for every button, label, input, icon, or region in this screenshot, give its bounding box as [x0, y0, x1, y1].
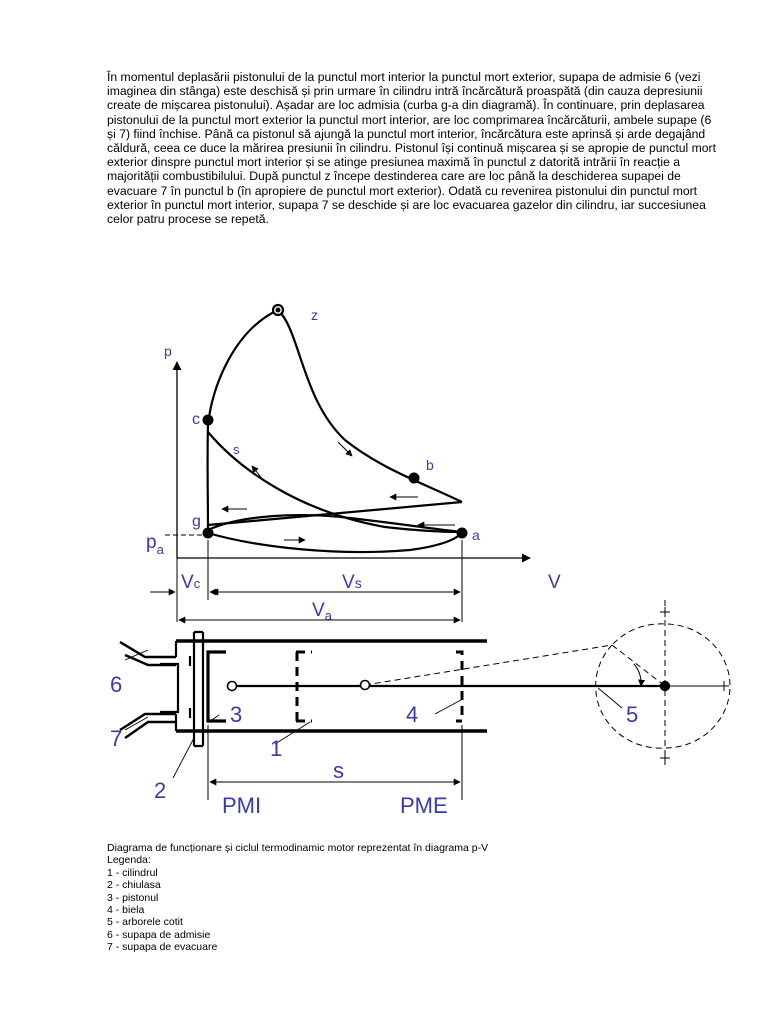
label-g: g — [192, 513, 201, 530]
cycle-direction-arrows — [222, 442, 455, 540]
label-va-main: V — [312, 600, 325, 621]
label-5: 5 — [626, 702, 639, 727]
label-va-sub: a — [324, 608, 332, 623]
figure-caption — [107, 842, 488, 954]
cylinder-head — [176, 632, 203, 746]
exhaust-port — [120, 714, 176, 738]
label-pme: PME — [400, 793, 448, 818]
label-stroke-s: s — [333, 758, 344, 783]
label-pmi: PMI — [222, 793, 262, 818]
label-pa — [146, 532, 165, 557]
leader-2 — [173, 738, 194, 778]
description-paragraph: În momentul deplasării pistonului de la punctul mort interior la punctul mort exterior, supapa de admisie 6 (vezi imaginea din stânga) este deschisă și prin urmare în cilindru intră încărcătură proaspătă (din cauza depresiunii create de mișcarea pistonului). Așadar are loc admisia (curba g-a din diagramă). În continuare, prin deplasarea pistonului de la punctul mort exterior la punctul mort interior, are loc comprimarea încărcăturii, ambele supape (6 și 7) fiind închise. Până ca pistonul să ajungă la punctul mort interior, încărcătura este aprinsă și arde degajând căldură, ceea ce duce la mărirea presiunii în cilindru. Pistonul își continuă mișcarea și se apropie de punctul mort exterior dinspre punctul mort interior și se atinge presiunea maximă în punctul z datorită intrării în reacție a majorității combustibilului. După punctul z începe destinderea care are loc până la deschiderea supapei de evacuare 7 în punctul b (în apropiere de punctul mort exterior). Odată cu revenirea pistonului din punctul mort exterior în punctul mort interior, supapa 7 se deschide și are loc evacuarea gazelor din cilindru, iar succesiunea celor patru procese se repetă. — [107, 70, 717, 227]
label-b: b — [426, 457, 434, 473]
engine-mechanism — [120, 600, 730, 800]
caption-title: Diagrama de funcționare și ciclul termodinamic motor reprezentat în diagrama p-V — [107, 842, 489, 854]
label-6: 6 — [110, 672, 123, 697]
combustion-expansion-curve — [208, 310, 462, 502]
label-vc — [181, 572, 201, 593]
exhaust-line — [208, 502, 462, 525]
point-c — [203, 415, 213, 425]
legend-item: 3 - pistonul — [107, 891, 159, 904]
label-pa-sub: a — [156, 542, 164, 557]
wrist-pin — [228, 682, 237, 691]
legend-item: 2 - chiulasa — [107, 879, 161, 892]
legend-item: 1 - cilindrul — [107, 866, 158, 879]
label-vc-sub: c — [193, 576, 201, 591]
intake-port — [120, 642, 176, 665]
legend-item: 6 - supapa de admisie — [107, 928, 211, 941]
label-vs-sub: s — [354, 575, 362, 591]
point-a — [457, 528, 467, 538]
label-va — [312, 600, 333, 623]
label-4: 4 — [406, 702, 419, 727]
crank-cross-right — [719, 681, 729, 691]
crank-cross-bottom — [660, 753, 670, 763]
axis-label-v: V — [548, 572, 561, 593]
legend-item: 5 - arborele cotit — [107, 916, 183, 929]
connecting-rod-inclined — [365, 645, 612, 685]
crank-arm — [612, 645, 665, 686]
pv-cycle-curves — [208, 310, 462, 552]
label-7: 7 — [110, 726, 123, 751]
axis-label-p: p — [164, 343, 172, 359]
label-z: z — [311, 307, 318, 323]
label-vs-main: V — [342, 572, 355, 593]
point-g — [203, 528, 213, 538]
label-3: 3 — [230, 702, 243, 727]
label-s: s — [233, 442, 240, 457]
intake-valve — [160, 656, 190, 712]
rod-joint — [361, 681, 370, 690]
legend-title: Legenda: — [107, 854, 151, 867]
label-vs — [342, 572, 362, 593]
legend-item: 4 - biela — [107, 904, 145, 917]
legend-item: 7 - supapa de evacuare — [107, 941, 218, 954]
label-pa-main: p — [146, 532, 157, 553]
admission-curve — [208, 533, 462, 552]
label-1: 1 — [270, 736, 283, 761]
piston-pmi — [208, 652, 226, 721]
label-a: a — [472, 527, 480, 543]
admission-curve-upper — [208, 515, 462, 532]
label-2: 2 — [154, 778, 167, 803]
label-vc-main: V — [181, 572, 194, 593]
label-c: c — [192, 411, 200, 428]
leader-4 — [435, 700, 461, 714]
crank-cross-top — [660, 607, 670, 617]
leader-5 — [598, 688, 622, 708]
point-b — [409, 473, 419, 483]
point-z-inner — [276, 308, 280, 312]
